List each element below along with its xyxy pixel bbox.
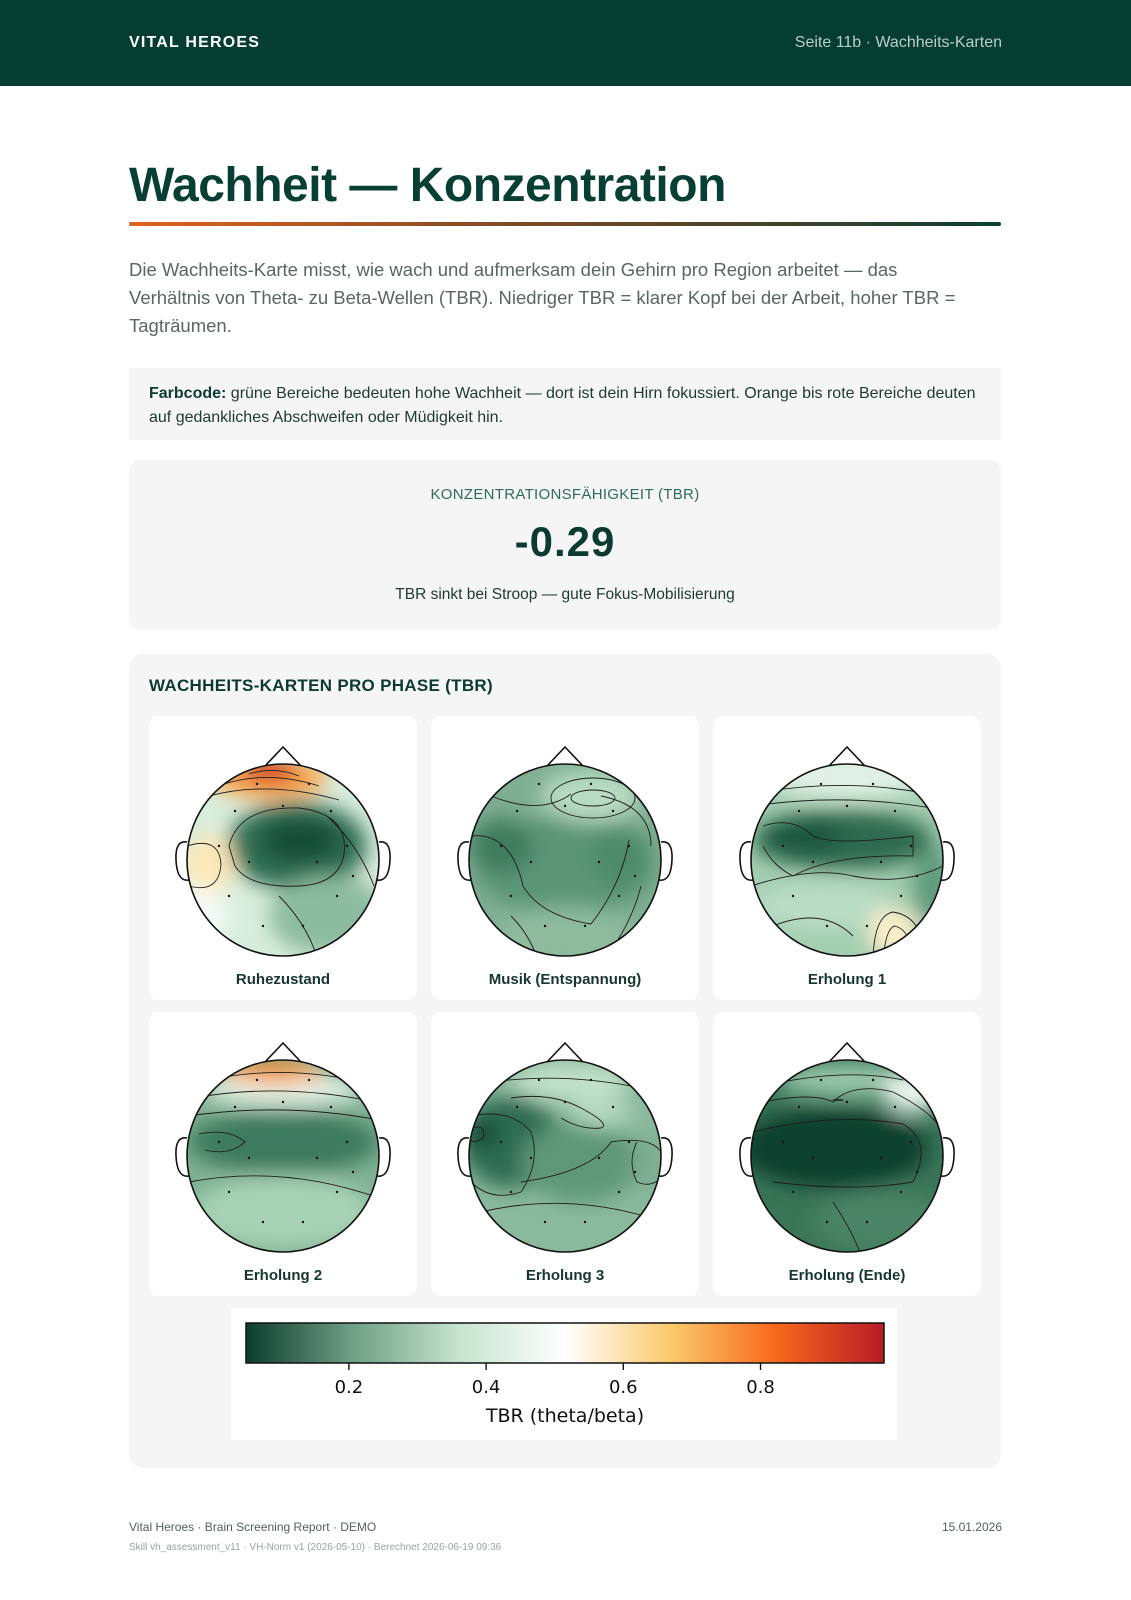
map-cell-ruhezustand — [149, 716, 417, 1000]
header-bar — [0, 0, 1131, 86]
map-label-erholung-1: Erholung 1 — [807, 971, 887, 988]
colorbar-tick-label: 0.6 — [608, 1377, 638, 1398]
topomap-musik — [451, 736, 679, 964]
colorbar-tick-label: 0.4 — [471, 1377, 501, 1398]
map-label-ruhezustand: Ruhezustand — [235, 971, 331, 988]
colorbar — [231, 1308, 897, 1440]
page-title: Wachheit — Konzentration — [129, 159, 726, 212]
note-label: Farbcode: — [149, 385, 227, 402]
footer-date: 15.01.2026 — [941, 1520, 1002, 1534]
map-cell-erholung-1 — [713, 716, 981, 1000]
maps-heading: WACHHEITS-KARTEN PRO PHASE (TBR) — [149, 676, 493, 695]
map-label-erholung-3: Erholung 3 — [525, 1267, 605, 1284]
map-cell-erholung-3 — [431, 1012, 699, 1296]
title-underline — [129, 222, 1001, 226]
metric-value: -0.29 — [514, 518, 616, 565]
page-reference: Seite 11b · Wachheits-Karten — [794, 34, 1002, 51]
topomap-erholung-2 — [169, 1032, 397, 1260]
colorbar-tick-label: 0.2 — [334, 1377, 364, 1398]
colorbar-tick-label: 0.8 — [746, 1377, 775, 1398]
map-label-erholung-2: Erholung 2 — [243, 1267, 323, 1284]
topomap-ruhezustand — [169, 736, 397, 964]
colorbar-gradient — [246, 1323, 884, 1363]
metric-label: KONZENTRATIONSFÄHIGKEIT (TBR) — [430, 486, 700, 503]
intro-paragraph: Die Wachheits-Karte misst, wie wach und aufmerksam dein Gehirn pro Region arbeitet — das Verhältnis von Theta- zu Beta-Wellen (TBR). Niedriger TBR = klarer Kopf bei der Arbeit, hoher TBR = Tagträumen. — [129, 259, 956, 336]
concentration-metric-card — [129, 460, 1001, 630]
footer-skill-info: Skill vh_assessment_v11 · VH-Norm v1 (2026-05-10) · Berechnet 2026-06-19 09:36 — [129, 1542, 502, 1553]
map-cell-erholung-ende — [713, 1012, 981, 1296]
color-code-note — [129, 368, 1001, 440]
note-text: grüne Bereiche bedeuten hohe Wachheit — dort ist dein Hirn fokussiert. Orange bis rote Bereiche deuten auf gedankliches Abschweifen oder Müdigkeit hin. — [149, 385, 976, 426]
map-cell-erholung-2 — [149, 1012, 417, 1296]
brand-logo-text: VITAL HEROES — [129, 34, 261, 51]
colorbar-panel — [231, 1308, 897, 1440]
footer-report-info: Vital Heroes · Brain Screening Report · DEMO — [129, 1520, 377, 1534]
topomap-erholung-ende — [733, 1032, 961, 1260]
map-label-erholung-ende: Erholung (Ende) — [788, 1267, 906, 1284]
topomap-erholung-3 — [451, 1032, 679, 1260]
topomap-erholung-1 — [733, 736, 961, 964]
colorbar-label: TBR (theta/beta) — [485, 1405, 645, 1427]
map-label-musik: Musik (Entspannung) — [488, 971, 642, 988]
metric-caption: TBR sinkt bei Stroop — gute Fokus-Mobilisierung — [395, 586, 735, 603]
tbr-maps-card — [129, 654, 1001, 1468]
map-cell-musik — [431, 716, 699, 1000]
